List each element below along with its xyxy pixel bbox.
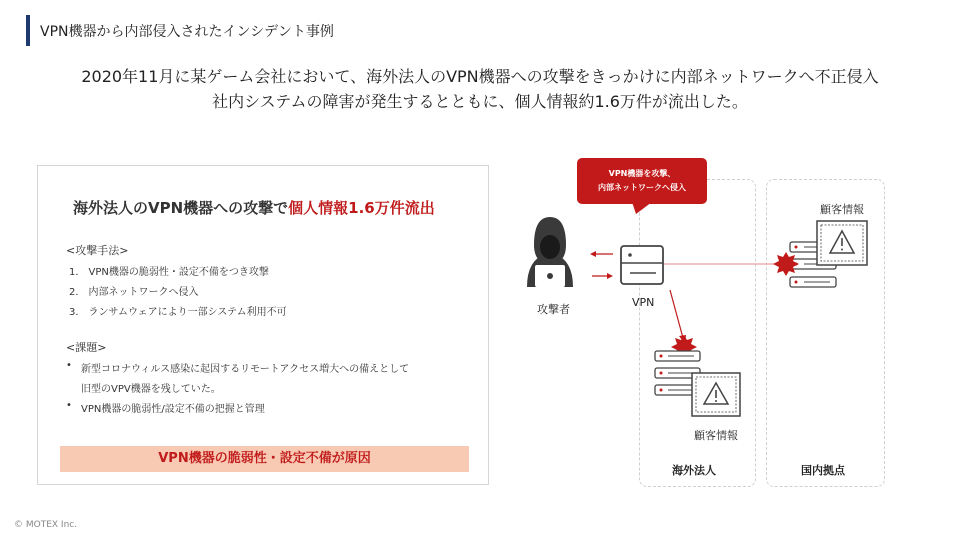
issue-bullet-1: • <box>66 360 72 371</box>
attack-item-3: 3． ランサムウェアにより一部システム利用不可 <box>69 307 287 318</box>
domestic-data-warning-icon <box>817 221 867 265</box>
domestic-zone-label: 国内拠点 <box>801 464 845 477</box>
attack-item-2: 2． 内部ネットワークへ侵入 <box>69 287 199 298</box>
summary-heading <box>73 197 435 218</box>
copyright: © MOTEX Inc. <box>14 520 78 530</box>
cause-banner: VPN機器の脆弱性・設定不備が原因 <box>60 446 469 472</box>
vpn-device-icon <box>621 246 663 284</box>
summary-heading-highlight: 個人情報1.6万件流出 <box>288 199 435 217</box>
intrusion-arrow <box>670 290 683 338</box>
lead-line-1: 2020年11月に某ゲーム会社において、海外法人のVPN機器への攻撃をきっかけに内部ネットワークへ不正侵入 <box>81 67 879 86</box>
overseas-zone-label: 海外法人 <box>672 464 716 477</box>
attack-arrows <box>590 251 613 279</box>
summary-heading-prefix: 海外法人のVPN機器への攻撃で <box>73 199 289 217</box>
attack-item-1: 1． VPN機器の脆弱性・設定不備をつき攻撃 <box>69 267 269 278</box>
attacker-label: 攻撃者 <box>537 303 570 316</box>
domestic-data-label: 顧客情報 <box>820 203 864 216</box>
issue-item-1-cont: 旧型のVPV機器を残していた。 <box>81 384 221 395</box>
callout-line-2: 内部ネットワークへ侵入 <box>598 183 686 192</box>
slide-title: VPN機器から内部侵入されたインシデント事例 <box>40 24 334 40</box>
domestic-alert-burst <box>773 252 799 276</box>
attacker-icon <box>527 217 573 287</box>
issue-title: <課題> <box>66 341 107 354</box>
overseas-data-label: 顧客情報 <box>694 429 738 442</box>
network-diagram <box>500 205 890 445</box>
callout-line-1: VPN機器を攻撃、 <box>608 169 676 178</box>
issue-bullet-2: • <box>66 400 72 411</box>
attack-method-title: <攻撃手法> <box>66 244 129 257</box>
vpn-label: VPN <box>632 296 655 309</box>
overseas-data-warning-icon <box>692 373 740 416</box>
issue-item-2: VPN機器の脆弱性/設定不備の把握と管理 <box>81 404 265 415</box>
issue-item-1: 新型コロナウィルス感染に起因するリモートアクセス増大への備えとして <box>81 364 410 375</box>
lead-line-2: 社内システムの障害が発生するとともに、個人情報約1.6万件が流出した。 <box>212 92 748 111</box>
title-accent-bar <box>26 15 30 46</box>
attack-callout <box>577 158 707 204</box>
